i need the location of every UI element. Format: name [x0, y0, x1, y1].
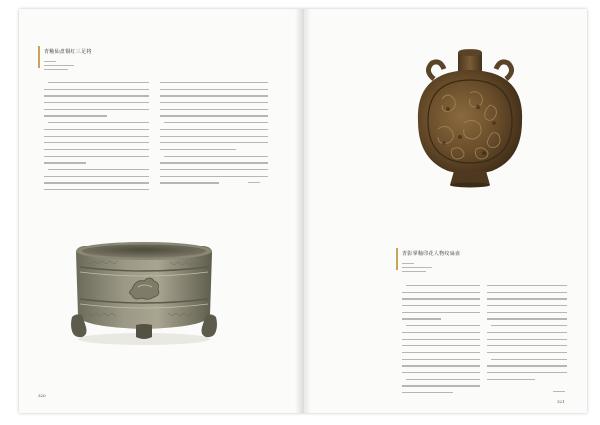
left-signature [248, 182, 260, 183]
right-signature [553, 391, 565, 392]
right-page-number: 321 [557, 399, 565, 404]
left-spec-line [44, 69, 68, 70]
right-page-heading: 青影掌釉印花人物纹扁壶 [402, 251, 461, 257]
heading-accent-bar [38, 46, 40, 68]
catalog-spread [19, 9, 587, 413]
left-spec-line [44, 61, 56, 62]
left-page-number: 320 [38, 393, 46, 398]
right-body-column-2 [487, 285, 567, 385]
right-body-column-1 [402, 285, 480, 399]
left-page-heading: 青釉仙盘铜红三足将 [44, 49, 92, 55]
left-body-column-2 [160, 82, 268, 189]
right-spec-line [402, 263, 414, 264]
left-page [19, 9, 302, 413]
right-page [303, 9, 587, 413]
heading-accent-bar [396, 248, 398, 270]
moon-flask-image [408, 49, 532, 189]
left-spec-line [44, 65, 74, 66]
right-spec-line [402, 271, 426, 272]
left-body-column-1 [44, 82, 149, 196]
right-spec-line [402, 267, 432, 268]
celadon-tripod-censer-image [64, 237, 224, 351]
